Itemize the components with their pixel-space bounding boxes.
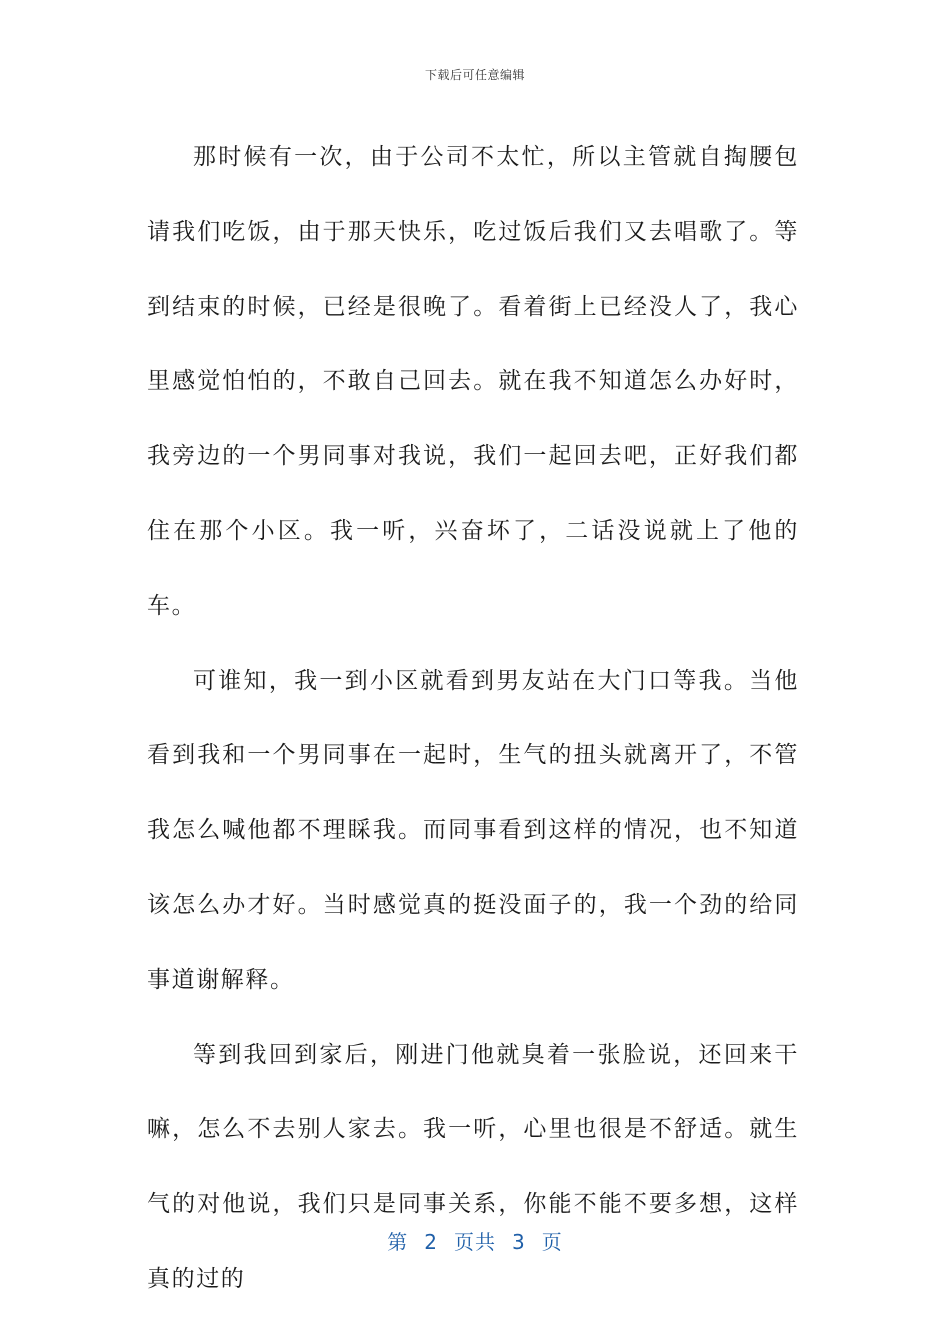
page-header-note: 下载后可任意编辑: [424, 68, 525, 82]
paragraph-3: 等到我回到家后，刚进门他就臭着一张脸说，还回来干嘛，怎么不去别人家去。我一听，心里也很是不舒适。就生气的对他说，我们只是同事关系，你能不能不要多想，这样真的过的: [147, 1041, 799, 1292]
document-body: [147, 120, 799, 1317]
page-prefix: 第: [387, 1230, 409, 1254]
paragraph-1: 那时候有一次，由于公司不太忙，所以主管就自掏腰包请我们吃饭，由于那天快乐，吃过饭后我们又去唱歌了。等到结束的时候，已经是很晚了。看着街上已经没人了，我心里感觉怕怕的，不敢自己回去。就在我不知道怎么办好时，我旁边的一个男同事对我说，我们一起回去吧，正好我们都住在那个小区。我一听，兴奋坏了，二话没说就上了他的车。: [147, 144, 799, 619]
page-mid-label: 页共: [454, 1230, 496, 1254]
paragraph-2: 可谁知，我一到小区就看到男友站在大门口等我。当他看到我和一个男同事在一起时，生气的扭头就离开了，不管我怎么喊他都不理睬我。而同事看到这样的情况，也不知道该怎么办才好。当时感觉真的挺没面子的，我一个劲的给同事道谢解释。: [147, 667, 799, 993]
page-number-footer: [0, 1226, 950, 1255]
current-page-number: 2: [424, 1230, 438, 1254]
total-pages-number: 3: [512, 1230, 526, 1254]
page-suffix: 页: [541, 1230, 563, 1254]
